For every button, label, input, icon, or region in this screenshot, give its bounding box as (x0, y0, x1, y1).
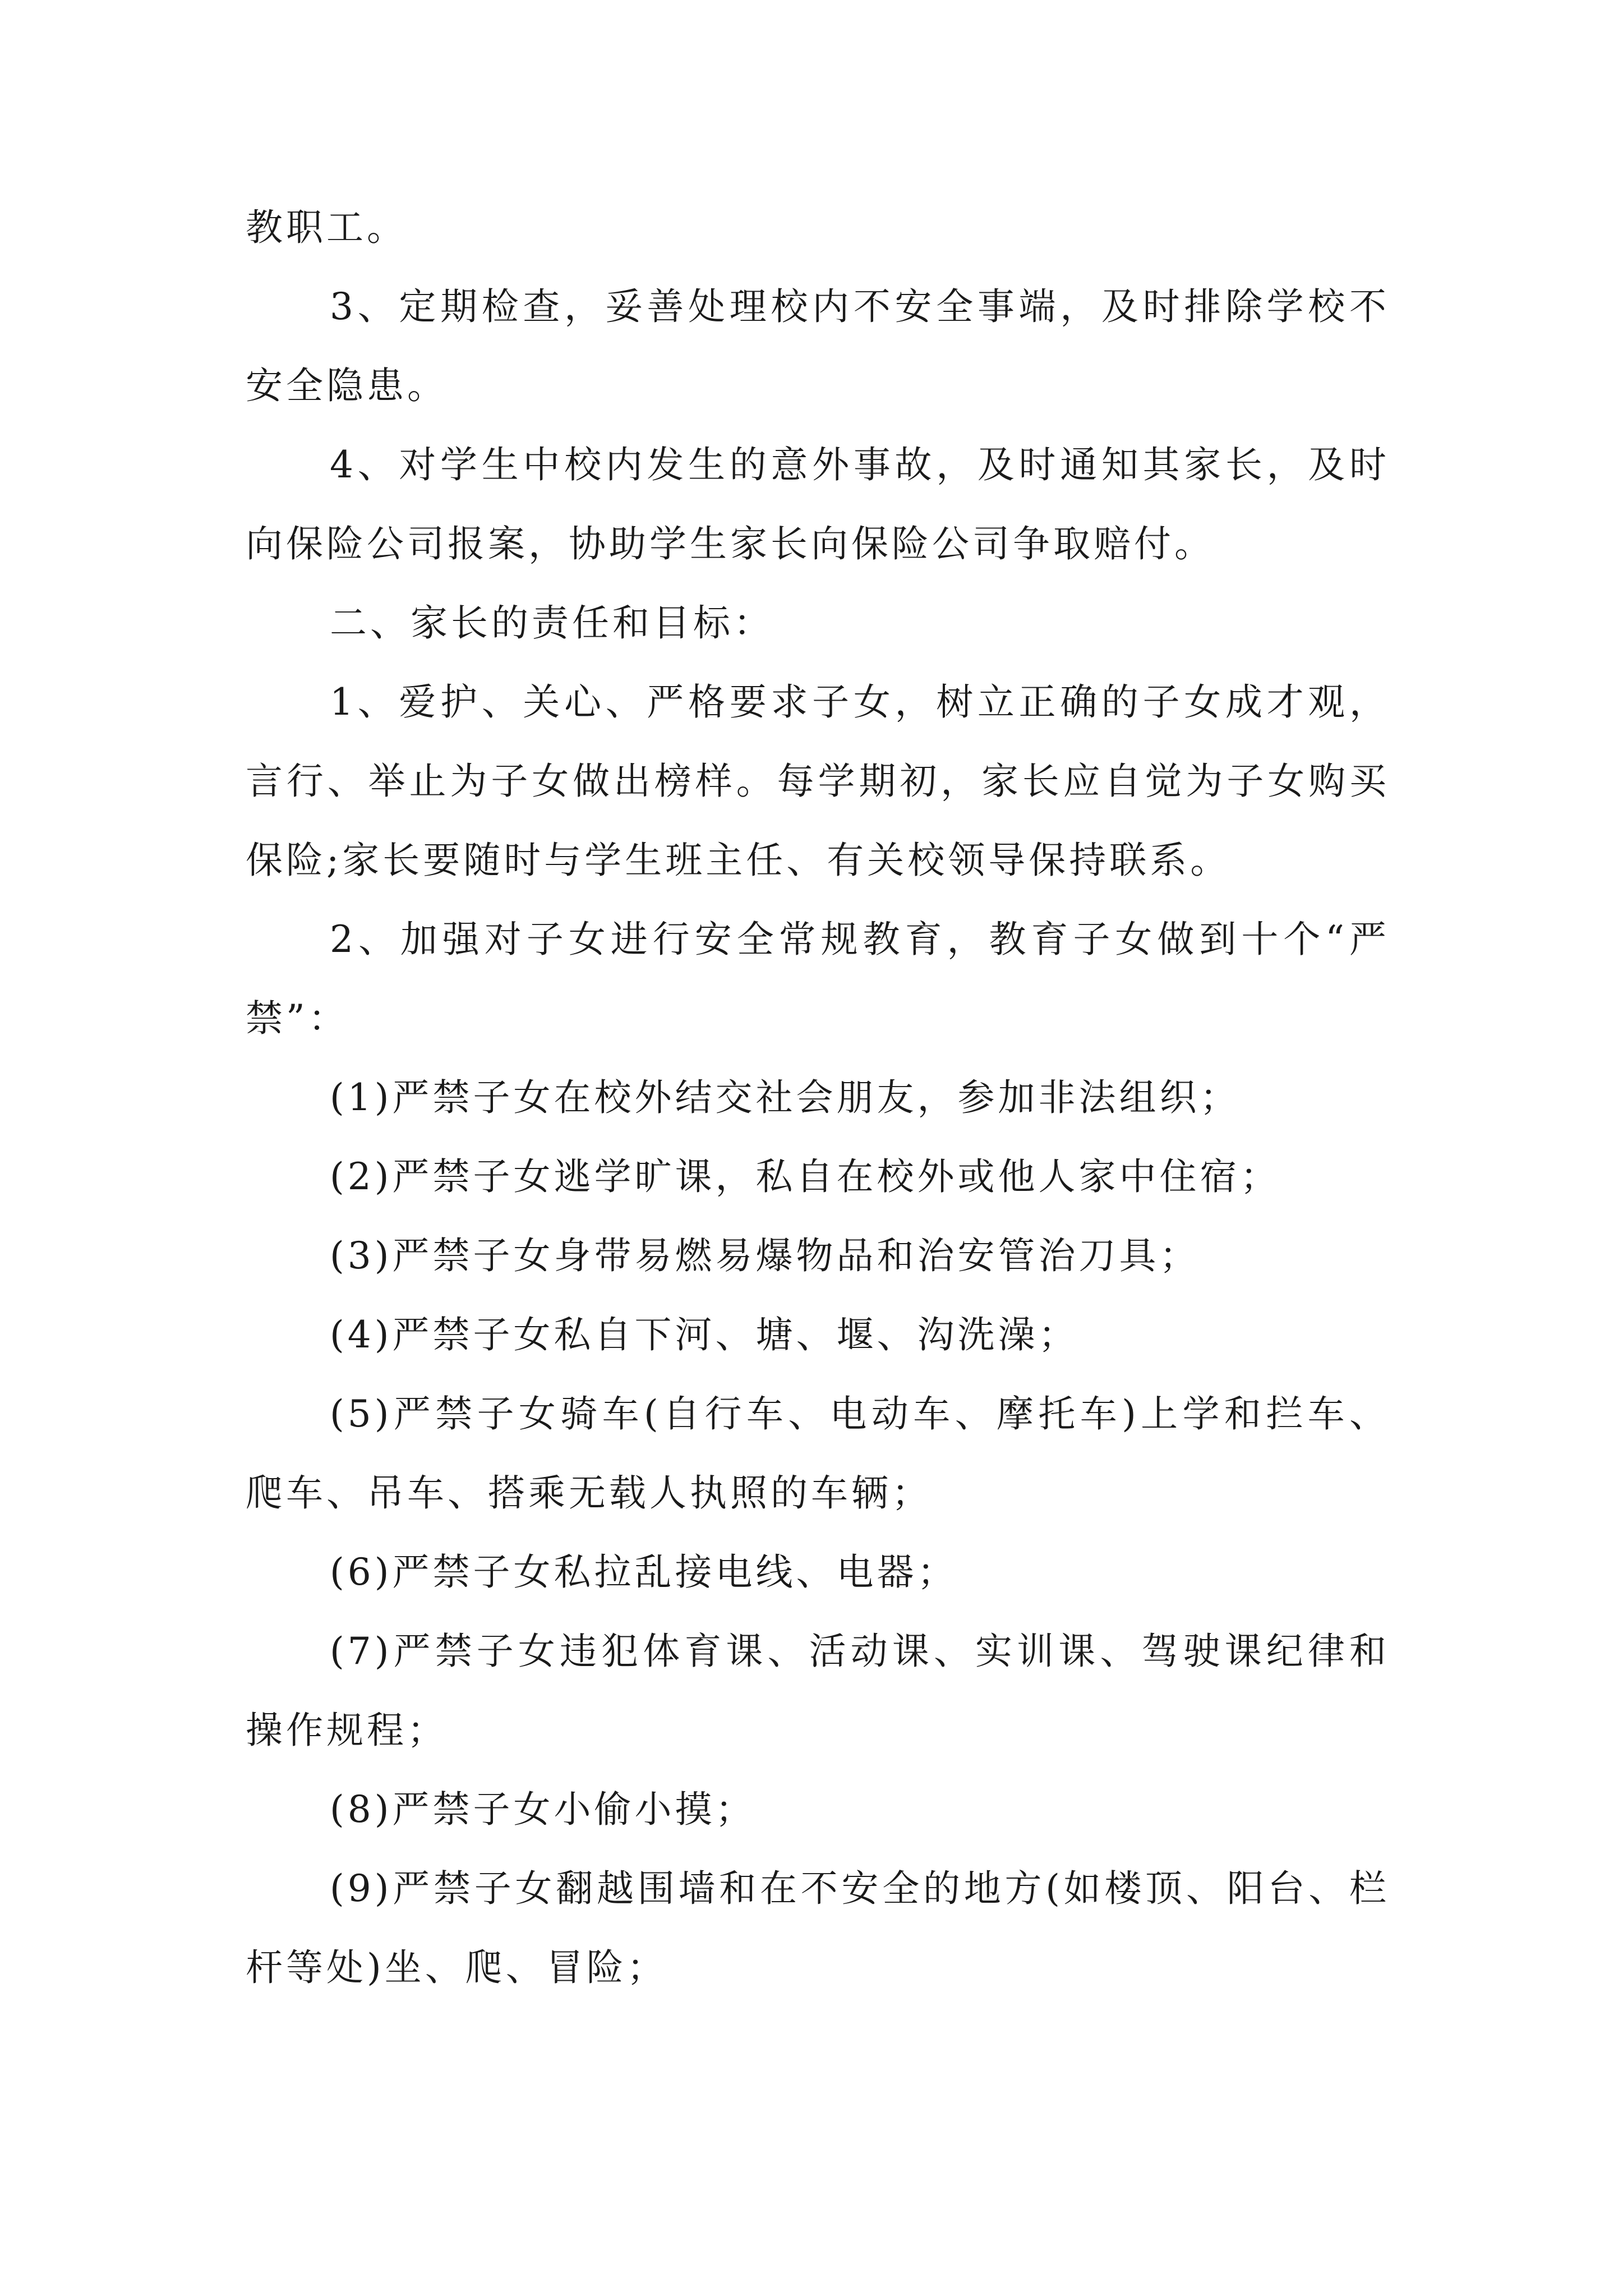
list-item: (9)严禁子女翻越围墙和在不安全的地方(如楼顶、阳台、栏杆等处)坐、爬、冒险； (246, 1867, 1390, 1989)
paragraph: 2、加强对子女进行安全常规教育，教育子女做到十个“严禁”： (246, 918, 1390, 1040)
list-item: (5)严禁子女骑车(自行车、电动车、摩托车)上学和拦车、爬车、吊车、搭乘无载人执照的车辆； (246, 1392, 1390, 1515)
body-text (246, 188, 1390, 2007)
paragraph: 3、定期检查，妥善处理校内不安全事端，及时排除学校不安全隐患。 (246, 285, 1390, 407)
paragraph: 4、对学生中校内发生的意外事故，及时通知其家长，及时向保险公司报案，协助学生家长向保险公司争取赔付。 (246, 443, 1390, 565)
list-item: (8)严禁子女小偷小摸； (330, 1788, 756, 1831)
list-item: (3)严禁子女身带易燃易爆物品和治安管治刀具； (330, 1234, 1200, 1277)
list-item: (6)严禁子女私拉乱接电线、电器； (330, 1550, 958, 1594)
paragraph: 1、爱护、关心、严格要求子女，树立正确的子女成才观，言行、举止为子女做出榜样。每学期初，家长应自觉为子女购买保险;家长要随时与学生班主任、有关校领导保持联系。 (246, 680, 1390, 882)
list-item: (4)严禁子女私自下河、塘、堰、沟洗澡； (330, 1313, 1079, 1356)
list-item: (1)严禁子女在校外结交社会朋友，参加非法组织； (330, 1076, 1241, 1119)
paragraph: 教职工。 (246, 206, 407, 249)
list-item: (7)严禁子女违犯体育课、活动课、实训课、驾驶课纪律和操作规程； (246, 1630, 1390, 1752)
list-item: (2)严禁子女逃学旷课，私自在校外或他人家中住宿； (330, 1155, 1281, 1198)
section-heading: 二、家长的责任和目标： (330, 601, 774, 645)
